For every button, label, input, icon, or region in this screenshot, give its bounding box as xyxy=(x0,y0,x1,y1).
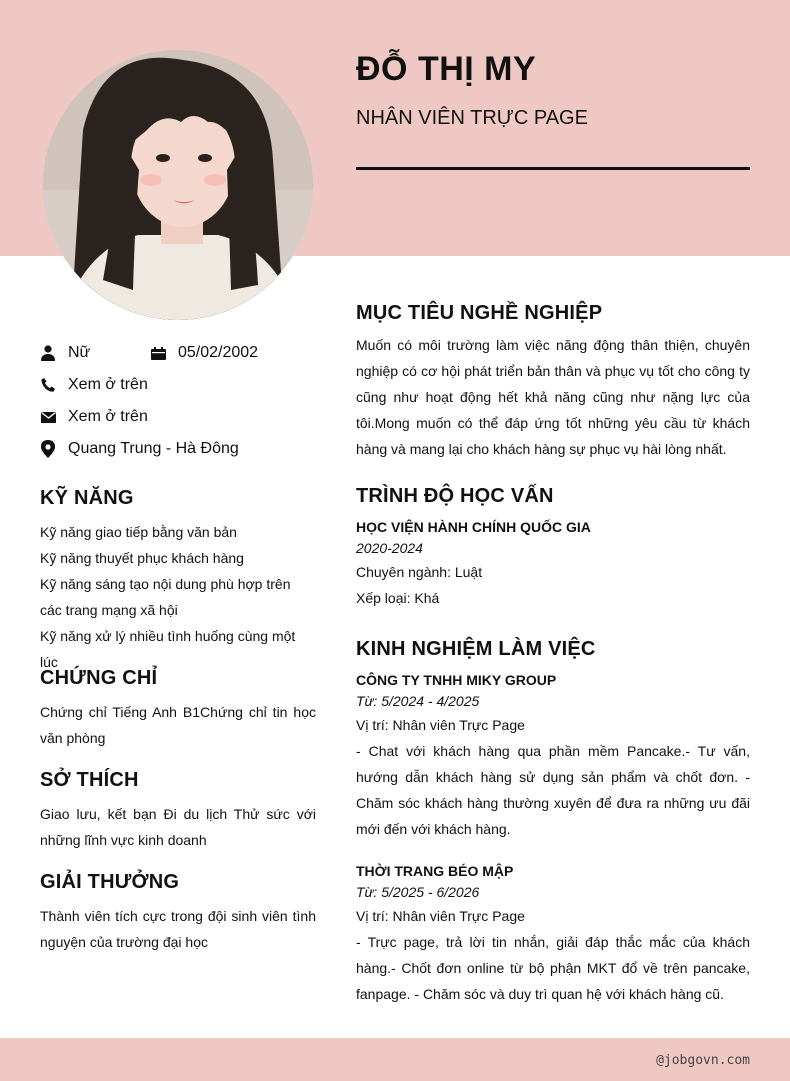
school-name: HỌC VIỆN HÀNH CHÍNH QUỐC GIA xyxy=(356,519,591,535)
skill-item: Kỹ năng giao tiếp bằng văn bản xyxy=(40,524,237,540)
company-name: THỜI TRANG BÉO MẬP xyxy=(356,863,514,879)
portrait-illustration xyxy=(43,50,313,320)
education-years: 2020-2024 xyxy=(356,540,423,556)
job-entry xyxy=(356,670,750,842)
job-position: Vị trí: Nhân viên Trực Page xyxy=(356,908,525,924)
education-major: Chuyên ngành: Luật xyxy=(356,564,483,580)
objective-heading: MỤC TIÊU NGHỀ NGHIỆP xyxy=(356,302,603,324)
location-pin-icon xyxy=(40,440,56,458)
awards-text: Thành viên tích cực trong đội sinh viên tình nguyện của trường đại học xyxy=(40,908,316,950)
gender-row xyxy=(40,343,90,363)
certificates-text: Chứng chỉ Tiếng Anh B1Chứng chỉ tin học văn phòng xyxy=(40,704,316,746)
phone-icon xyxy=(40,376,56,394)
skill-item: Kỹ năng sáng tạo nội dung phù hợp trên các trang mạng xã hội xyxy=(40,576,291,618)
job-title: NHÂN VIÊN TRỰC PAGE xyxy=(356,107,588,129)
email-value: Xem ở trên xyxy=(68,408,148,425)
calendar-icon xyxy=(150,344,166,362)
skills-heading: KỸ NĂNG xyxy=(40,487,134,509)
education-entry xyxy=(356,517,750,611)
phone-row xyxy=(40,375,148,395)
job-position: Vị trí: Nhân viên Trực Page xyxy=(356,717,525,733)
education-heading: TRÌNH ĐỘ HỌC VẤN xyxy=(356,485,554,507)
dob-row xyxy=(150,343,258,363)
profile-photo xyxy=(43,50,313,320)
skill-item: Kỹ năng xử lý nhiều tình huống cùng một lúc xyxy=(40,628,296,670)
objective-text: Muốn có môi trường làm việc năng động thân thiện, chuyên nghiệp có cơ hội phát triển bản thân và phục vụ tốt cho công ty cũng như hoạt động hết khả năng cũng như nặng lực của tôi.Mong muốn có thể đáp ứng tốt những yêu cầu từ khách hàng và mang lại cho khách hàng sự phục vụ hài lòng nhất. xyxy=(356,337,750,457)
hobbies-text: Giao lưu, kết bạn Đi du lịch Thử sức với những lĩnh vực kinh doanh xyxy=(40,806,316,848)
job-entry xyxy=(356,861,750,1007)
job-period: Từ: 5/2025 - 6/2026 xyxy=(356,884,480,900)
dob-value: 05/02/2002 xyxy=(178,344,259,361)
skills-list xyxy=(40,519,316,675)
education-grade: Xếp loại: Khá xyxy=(356,590,440,606)
header-divider xyxy=(356,167,750,170)
experience-heading: KINH NGHIỆM LÀM VIỆC xyxy=(356,638,596,660)
address-row xyxy=(40,439,239,459)
candidate-name: ĐỖ THỊ MY xyxy=(356,50,537,88)
company-name: CÔNG TY TNHH MIKY GROUP xyxy=(356,672,557,688)
skill-item: Kỹ năng thuyết phục khách hàng xyxy=(40,550,244,566)
address-value: Quang Trung - Hà Đông xyxy=(68,440,239,457)
mail-icon xyxy=(40,408,56,426)
job-description: - Chat với khách hàng qua phần mềm Pancake.- Tư vấn, hướng dẫn khách hàng sử dụng sản phẩm và chốt đơn. - Chăm sóc khách hàng thường xuyên để đưa ra những ưu đãi mới đến với khách hàng. xyxy=(356,743,750,837)
hobbies-heading: SỞ THÍCH xyxy=(40,769,139,791)
awards-heading: GIẢI THƯỞNG xyxy=(40,871,180,893)
person-icon xyxy=(40,344,56,362)
footer-watermark: @jobgovn.com xyxy=(656,1053,750,1068)
phone-value: Xem ở trên xyxy=(68,376,148,393)
certificates-heading: CHỨNG CHỈ xyxy=(40,667,158,689)
job-period: Từ: 5/2024 - 4/2025 xyxy=(356,693,480,709)
email-row xyxy=(40,407,148,427)
job-description: - Trực page, trả lời tin nhắn, giải đáp thắc mắc của khách hàng.- Chốt đơn online từ bộ phận MKT đổ về trên pancake, fanpage. - Chăm sóc và duy trì quan hệ với khách hàng cũ. xyxy=(356,934,750,1002)
gender-value: Nữ xyxy=(68,344,91,361)
